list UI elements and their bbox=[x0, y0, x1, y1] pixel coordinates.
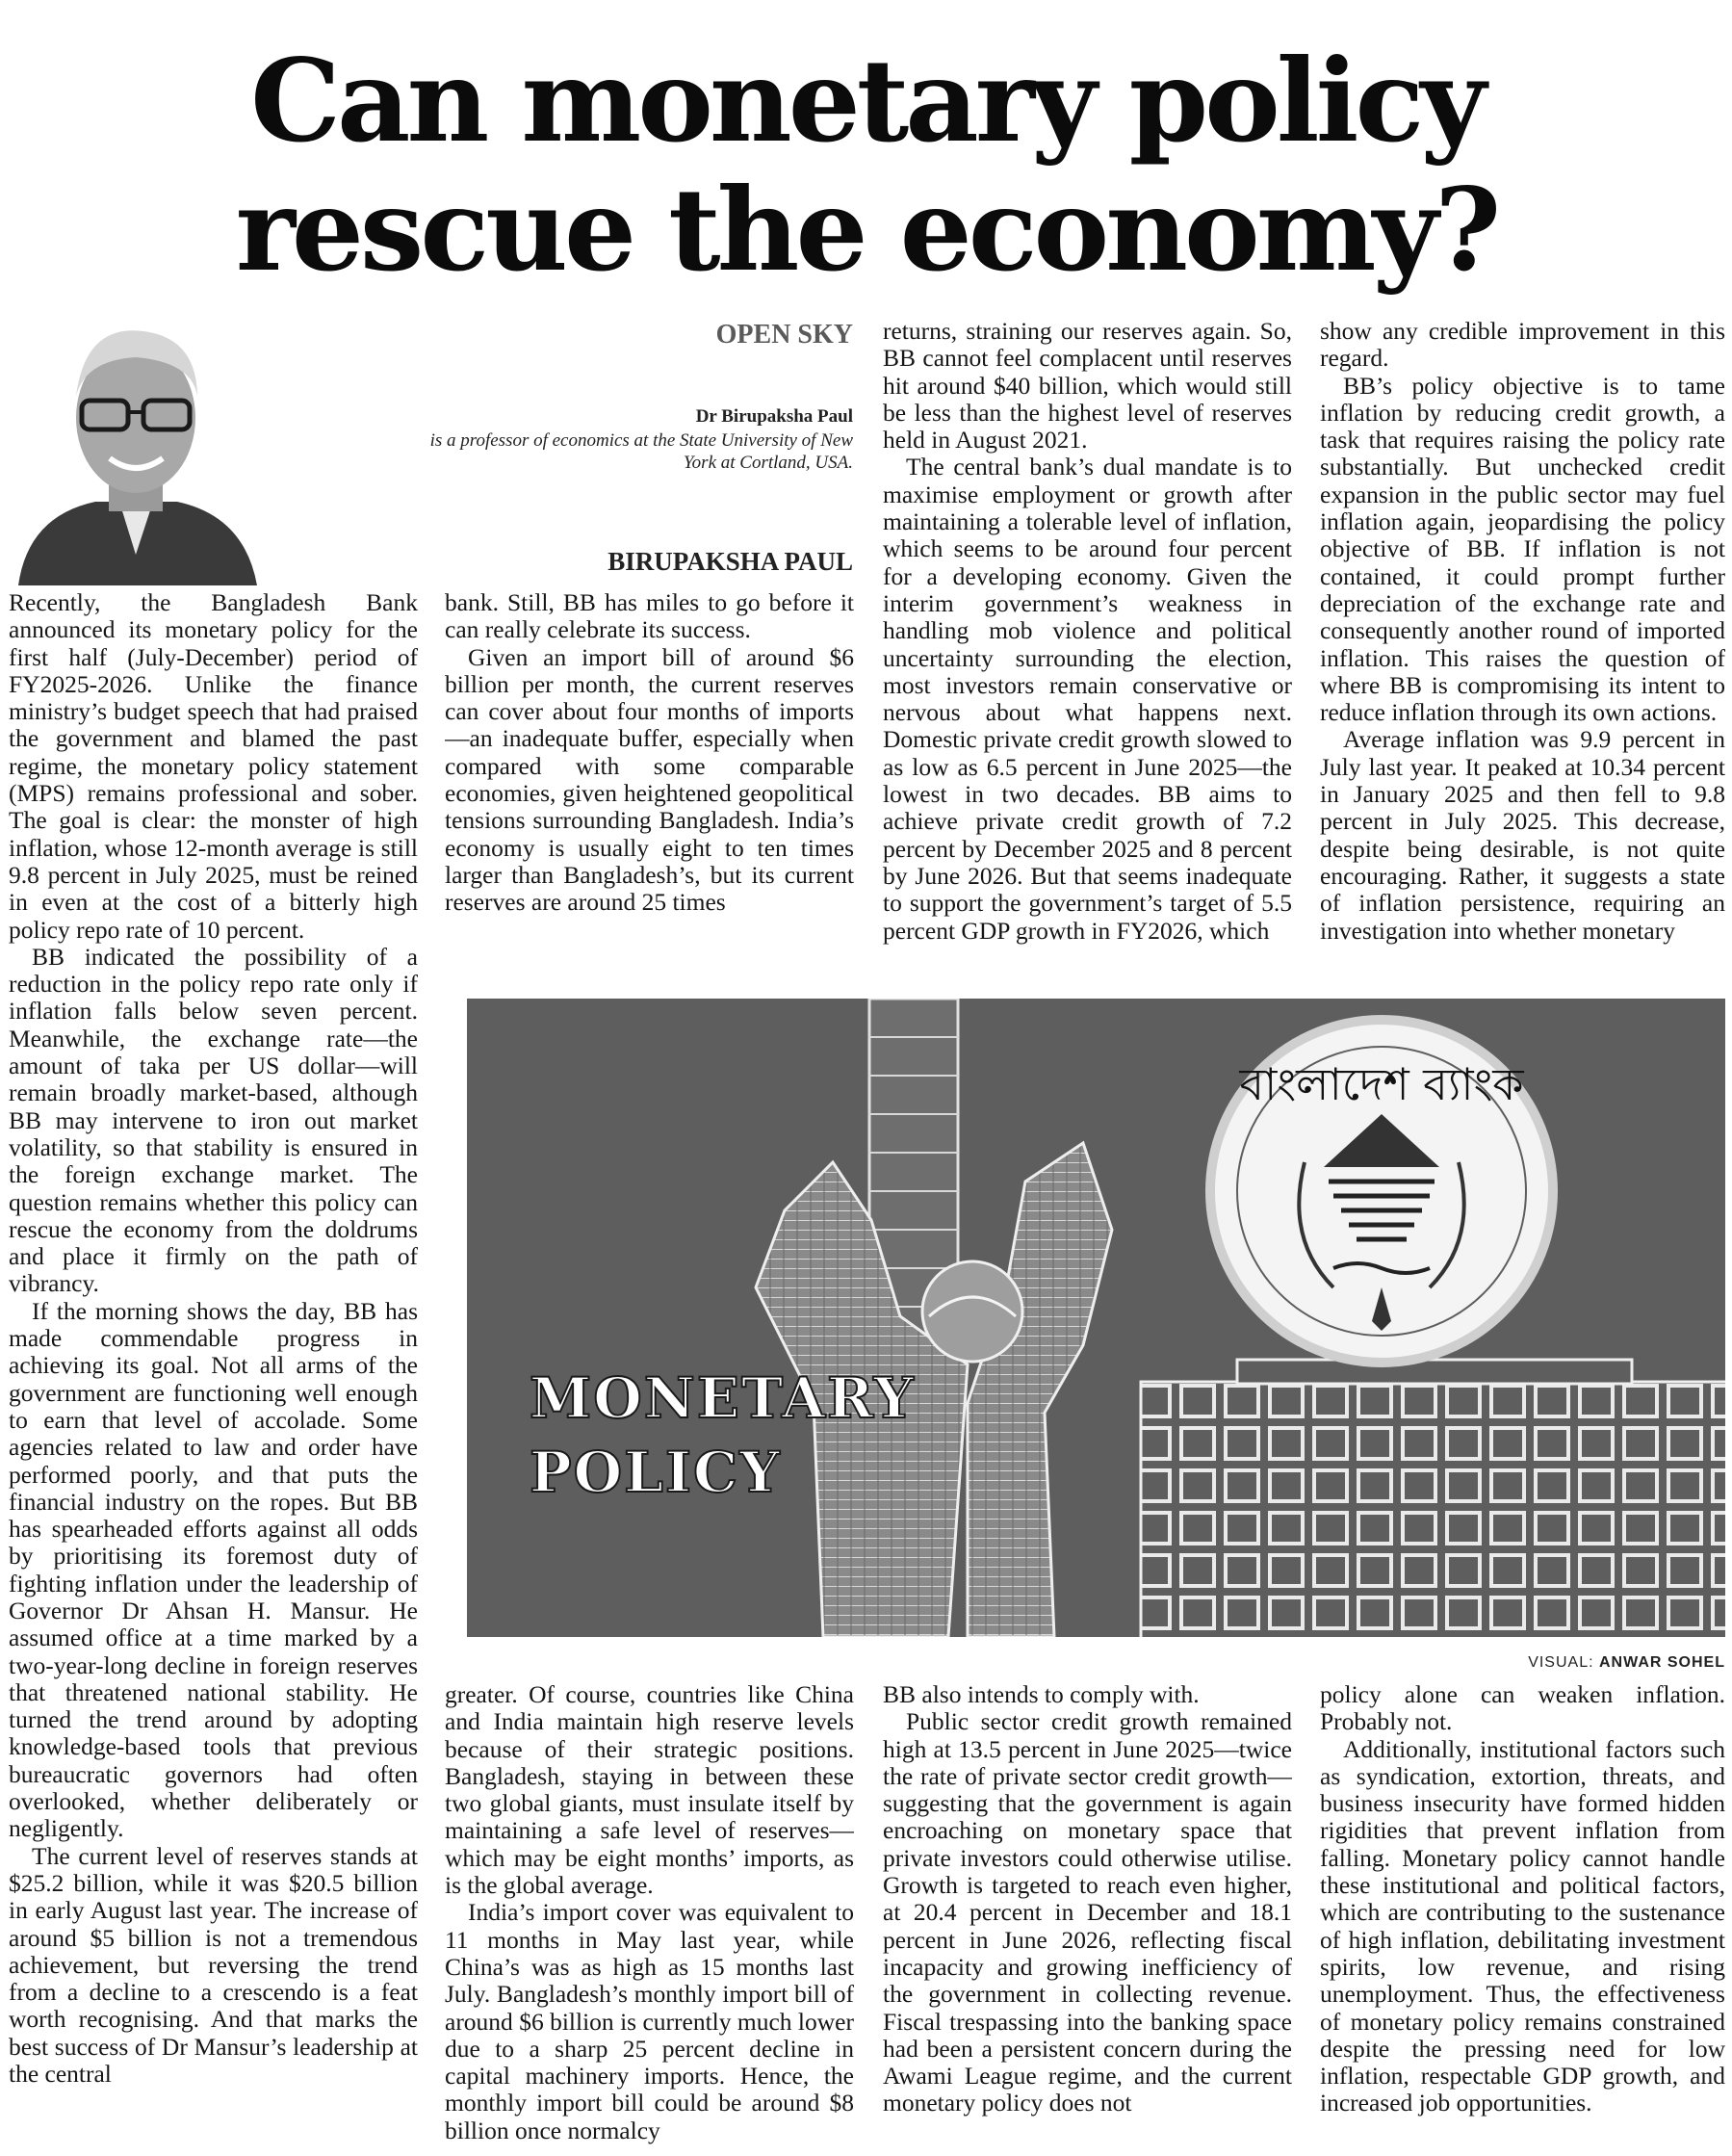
credit-label: VISUAL: bbox=[1528, 1654, 1594, 1671]
paragraph: show any credible improvement in this regard. bbox=[1320, 318, 1725, 373]
monetary-policy-illustration bbox=[467, 999, 1725, 1637]
paragraph: The current level of reserves stands at $25.2 billion, while it was $20.5 billion in early August last year. The increase of around $5 billion is not a tremendous achievement, but reversing the trend from a decline to a crescendo is a feat worth recognising. And that marks the best success of Dr Mansur’s leadership at the central bbox=[9, 1841, 418, 2089]
paragraph: If the morning shows the day, BB has made commendable progress in achieving its goal. Not all arms of the government are functioning well enough to earn that level of accolade. Some agencies related to law and order have performed poorly, and that puts the financial industry on the ropes. But BB has spearheaded efforts against all odds by prioritising its foremost duty of fighting inflation under the leadership of Governor Dr Ahsan H. Mansur. He assumed office at a time marked by a two-year-long decline in foreign reserves that threatened national stability. He turned the trend around by adopting knowledge-based tools that previous bureaucratic governors had often overlooked, whether deliberately or negligently. bbox=[9, 1296, 418, 1843]
section-label: OPEN SKY bbox=[715, 320, 853, 350]
paragraph: greater. Of course, countries like China and India maintain high reserve levels because of their strategic positions. Bangladesh, staying in between these two global giants, must insulate itself by maintaining a safe level of reserves—which may be eight months’ imports, as is the global average. bbox=[445, 1681, 854, 1900]
paragraph: returns, straining our reserves again. So, BB cannot feel complacent until reserves hit around $40 billion, which would still be less than the highest level of reserves held in August 2021. bbox=[883, 318, 1292, 455]
bangladesh-bank-seal bbox=[1210, 1020, 1553, 1363]
paragraph: Average inflation was 9.9 percent in July last year. It peaked at 10.34 percent in January 2025 and then fell to 9.8 percent in July 2025. This decrease, despite being desirable, is not quite encouraging. Rather, it suggests a state of inflation persistence, requiring an investigation into whether monetary bbox=[1320, 725, 1725, 945]
paragraph: bank. Still, BB has miles to go before it can really celebrate its success. bbox=[445, 589, 854, 644]
column-2-bottom bbox=[445, 1681, 854, 2153]
paragraph: Recently, the Bangladesh Bank announced its monetary policy for the first half (July-December) period of FY2025-2026. Unlike the finance ministry’s budget speech that had praised the government and blamed the past regime, the monetary policy statement (MPS) remains professional and sober. The goal is clear: the monster of high inflation, whose 12-month average is still 9.8 percent in July 2025, must be reined in even at the cost of a bitterly high policy repo rate of 10 percent. bbox=[9, 589, 418, 944]
illustration-credit bbox=[1444, 1654, 1725, 1672]
seal-text: বাংলাদেশ ব্যাংক bbox=[1239, 1058, 1524, 1110]
column-3-bottom bbox=[883, 1681, 1292, 2153]
paragraph: BB also intends to comply with. bbox=[883, 1681, 1200, 1708]
headline: Can monetary policy rescue the economy? bbox=[235, 34, 1498, 297]
paragraph: Additionally, institutional factors such as syndication, extortion, threats, and business insecurity have formed hidden rigidities that prevent inflation from falling. Monetary policy cannot handle these institutional and political factors, which are contributing to the sustenance of high inflation, debilitating investment spirits, low revenue, and rising unemployment. Thus, the effectiveness of monetary policy remains constrained despite the pressing need for low inflation, respectable GDP growth, and increased job opportunities. bbox=[1320, 1734, 1725, 2117]
credit-name: ANWAR SOHEL bbox=[1599, 1654, 1725, 1671]
byline: BIRUPAKSHA PAUL bbox=[607, 547, 853, 576]
illustration-title-line1: MONETARY bbox=[530, 1365, 916, 1431]
column-4-bottom bbox=[1320, 1681, 1725, 2153]
paragraph: The central bank’s dual mandate is to maximise employment or growth after maintaining a tolerable level of inflation, which seems to be around four percent for a developing economy. Given the interim government’s weakness in handling mob violence and political uncertainty surrounding the election, most investors remain conservative or nervous about what happens next. Domestic private credit growth slowed to as low as 6.5 percent in June 2025—the lowest in two decades. BB aims to achieve private credit growth of 7.2 percent by December 2025 and 8 percent by June 2026. But that seems inadequate to support the government’s target of 5.5 percent GDP growth in FY2026, which bbox=[883, 453, 1292, 945]
paragraph: Given an import bill of around $6 billion per month, the current reserves can cover about four months of imports—an inadequate buffer, especially when compared with some comparable economies, given heightened geopolitical tensions surrounding Bangladesh. India’s economy is usually eight to ten times larger than Bangladesh’s, but its current reserves are around 25 times bbox=[445, 642, 854, 917]
column-1 bbox=[9, 589, 418, 2154]
illustration-title-line2: POLICY bbox=[530, 1440, 782, 1505]
paragraph: India’s import cover was equivalent to 11 months in May last year, while China’s was as high as 15 months last July. Bangladesh’s monthly import bill of around $6 billion is currently much lower due to a sharp 25 percent decline in capital machinery imports. Hence, the monthly import bill could be around $8 billion once normalcy bbox=[445, 1898, 854, 2144]
paragraph: BB’s policy objective is to tame inflation by reducing credit growth, a task that requires raising the policy rate substantially. But unchecked credit expansion in the public sector may fuel inflation again, jeopardising the policy objective of BB. If inflation is not contained, it could prompt further depreciation of the exchange rate and consequently another round of imported inflation. This raises the question of where BB is compromising its intent to reduce inflation through its own actions. bbox=[1320, 371, 1725, 727]
bank-building-graphic bbox=[1141, 1360, 1725, 1637]
paragraph: BB indicated the possibility of a reduction in the policy repo rate only if inflation falls below seven percent. Meanwhile, the exchange rate—the amount of taka per US dollar—will remain broadly market-based, although BB may intervene to iron out market volatility, so that stability is ensured in the foreign exchange market. The question remains whether this policy can rescue the economy from the doldrums and place it firmly on the path of vibrancy. bbox=[9, 942, 418, 1298]
paragraph: policy alone can weaken inflation. Probably not. bbox=[1320, 1681, 1725, 1736]
paragraph: Public sector credit growth remained high at 13.5 percent in June 2025—twice the rate of private sector credit growth—suggesting that the government is again encroaching on monetary space that private investors could otherwise utilise. Growth is targeted to reach even higher, at 20.4 percent in December and 18.1 percent in June 2026, reflecting fiscal incapacity and growing inefficiency of the government in collecting revenue. Fiscal trespassing into the banking space had been a persistent concern during the Awami League regime, and the current monetary policy does not bbox=[883, 1707, 1292, 2117]
author-name: Dr Birupaksha Paul bbox=[695, 406, 853, 427]
column-4-top bbox=[1320, 318, 1725, 992]
author-bio: is a professor of economics at the State University of New York at Cortland, USA. bbox=[429, 430, 853, 473]
column-2-top bbox=[445, 589, 854, 992]
author-photo bbox=[9, 304, 263, 585]
column-3-top bbox=[883, 318, 1292, 992]
